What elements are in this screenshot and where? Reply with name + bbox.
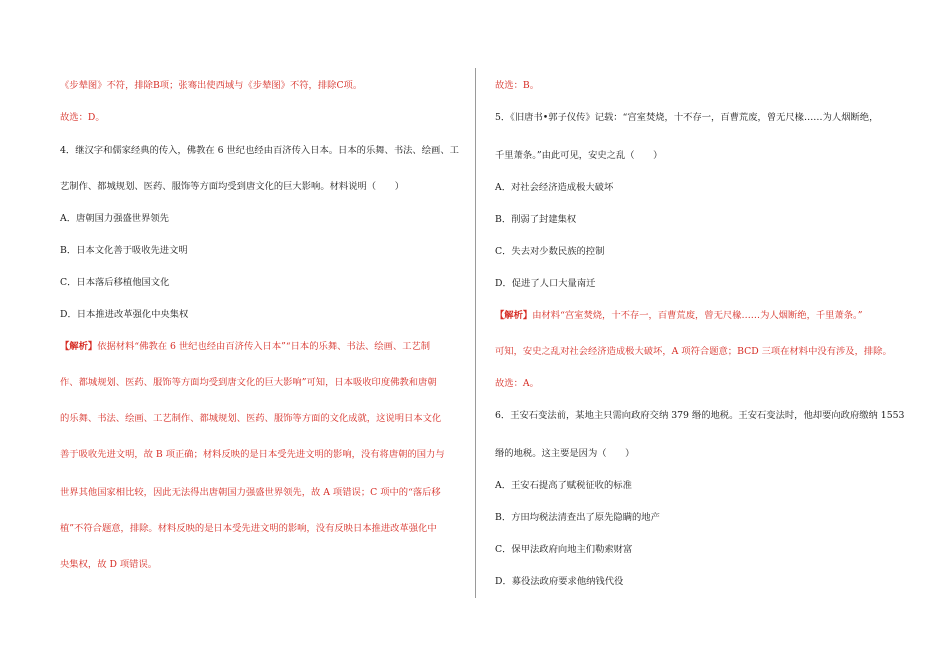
q4-analysis-line4: 善于吸收先进文明，故 B 项正确；材料反映的是日本受先进文明的影响，没有将唐朝的国力与 — [60, 449, 445, 460]
q5-answer: 故选：A。 — [495, 378, 539, 389]
analysis-text: 由材料“宫室焚烧，十不存一，百曹荒废，曾无尺椽……为人烟断绝，千里萧条。” — [532, 310, 863, 321]
q4-analysis-line5: 世界其他国家相比较，因此无法得出唐朝国力强盛世界领先，故 A 项错误；C 项中的“落后移 — [60, 487, 441, 498]
q6-option-a: A．王安石提高了赋税征收的标准 — [495, 480, 632, 491]
prev-answer: 故选：D。 — [60, 112, 105, 123]
q4-option-a: A．唐朝国力强盛世界领先 — [60, 213, 169, 224]
q5-analysis-line2: 可知，安史之乱对社会经济造成极大破坏，A 项符合题意；BCD 三项在材料中没有涉及，排除。 — [495, 346, 892, 357]
q4-analysis-line2: 作、都城规划、医药、服饰等方面均受到唐文化的巨大影响”可知，日本吸收印度佛教和唐朝 — [60, 377, 437, 388]
q4-analysis-line7: 央集权，故 D 项错误。 — [60, 559, 158, 570]
q4-option-b: B．日本文化善于吸收先进文明 — [60, 245, 188, 256]
q6-stem-line2: 缗的地税。这主要是因为（ ） — [495, 448, 635, 459]
analysis-text: 依据材料“佛教在 6 世纪也经由百济传入日本”“日本的乐舞、书法、绘画、工艺制 — [97, 341, 431, 352]
q6-option-b: B．方田均税法清查出了原先隐瞒的地产 — [495, 512, 660, 523]
q5-stem-line2: 千里萧条。”由此可见，安史之乱（ ） — [495, 150, 663, 161]
q5-analysis-line1 — [495, 310, 862, 322]
q5-option-b: B．削弱了封建集权 — [495, 214, 577, 225]
analysis-tag: 【解析】 — [60, 341, 98, 352]
q5-option-d: D．促进了人口大量南迁 — [495, 278, 596, 289]
q6-option-d: D．募役法政府要求他纳钱代役 — [495, 576, 624, 587]
q5-option-a: A．对社会经济造成极大破坏 — [495, 182, 614, 193]
q4-analysis-line6: 植”不符合题意，排除。材料反映的是日本受先进文明的影响，没有反映日本推进改革强化中 — [60, 523, 437, 534]
q4-stem-line2: 艺制作、都城规划、医药、服饰等方面均受到唐文化的巨大影响。材料说明（ ） — [60, 181, 404, 192]
column-divider — [475, 68, 476, 598]
analysis-tag: 【解析】 — [495, 310, 533, 321]
q4-analysis-line3: 的乐舞、书法、绘画、工艺制作、都城规划、医药、服饰等方面的文化成就，这说明日本文化 — [60, 413, 442, 424]
q4-option-d: D．日本推进改革强化中央集权 — [60, 309, 189, 320]
prev-analysis-tail: 《步辇图》不符，排除B项；张骞出使西域与《步辇图》不符，排除C项。 — [60, 80, 363, 91]
q6-stem-line1: 6．王安石变法前，某地主只需向政府交纳 379 缗的地税。王安石变法时，他却要向政府缴纳 1553 — [495, 410, 905, 421]
q5-option-c: C．失去对少数民族的控制 — [495, 246, 605, 257]
q5-stem-line1: 5．《旧唐书•郭子仪传》记载：“宫室焚烧，十不存一，百曹荒废，曾无尺椽……为人烟断绝， — [495, 112, 879, 123]
q4-stem-line1: 4．继汉字和儒家经典的传入，佛教在 6 世纪也经由百济传入日本。日本的乐舞、书法、绘画、工 — [60, 145, 459, 156]
q6-option-c: C．保甲法政府向地主们勒索财富 — [495, 544, 633, 555]
q4-answer: 故选：B。 — [495, 80, 540, 91]
q4-analysis-line1 — [60, 341, 430, 353]
q4-option-c: C．日本落后移植他国文化 — [60, 277, 170, 288]
